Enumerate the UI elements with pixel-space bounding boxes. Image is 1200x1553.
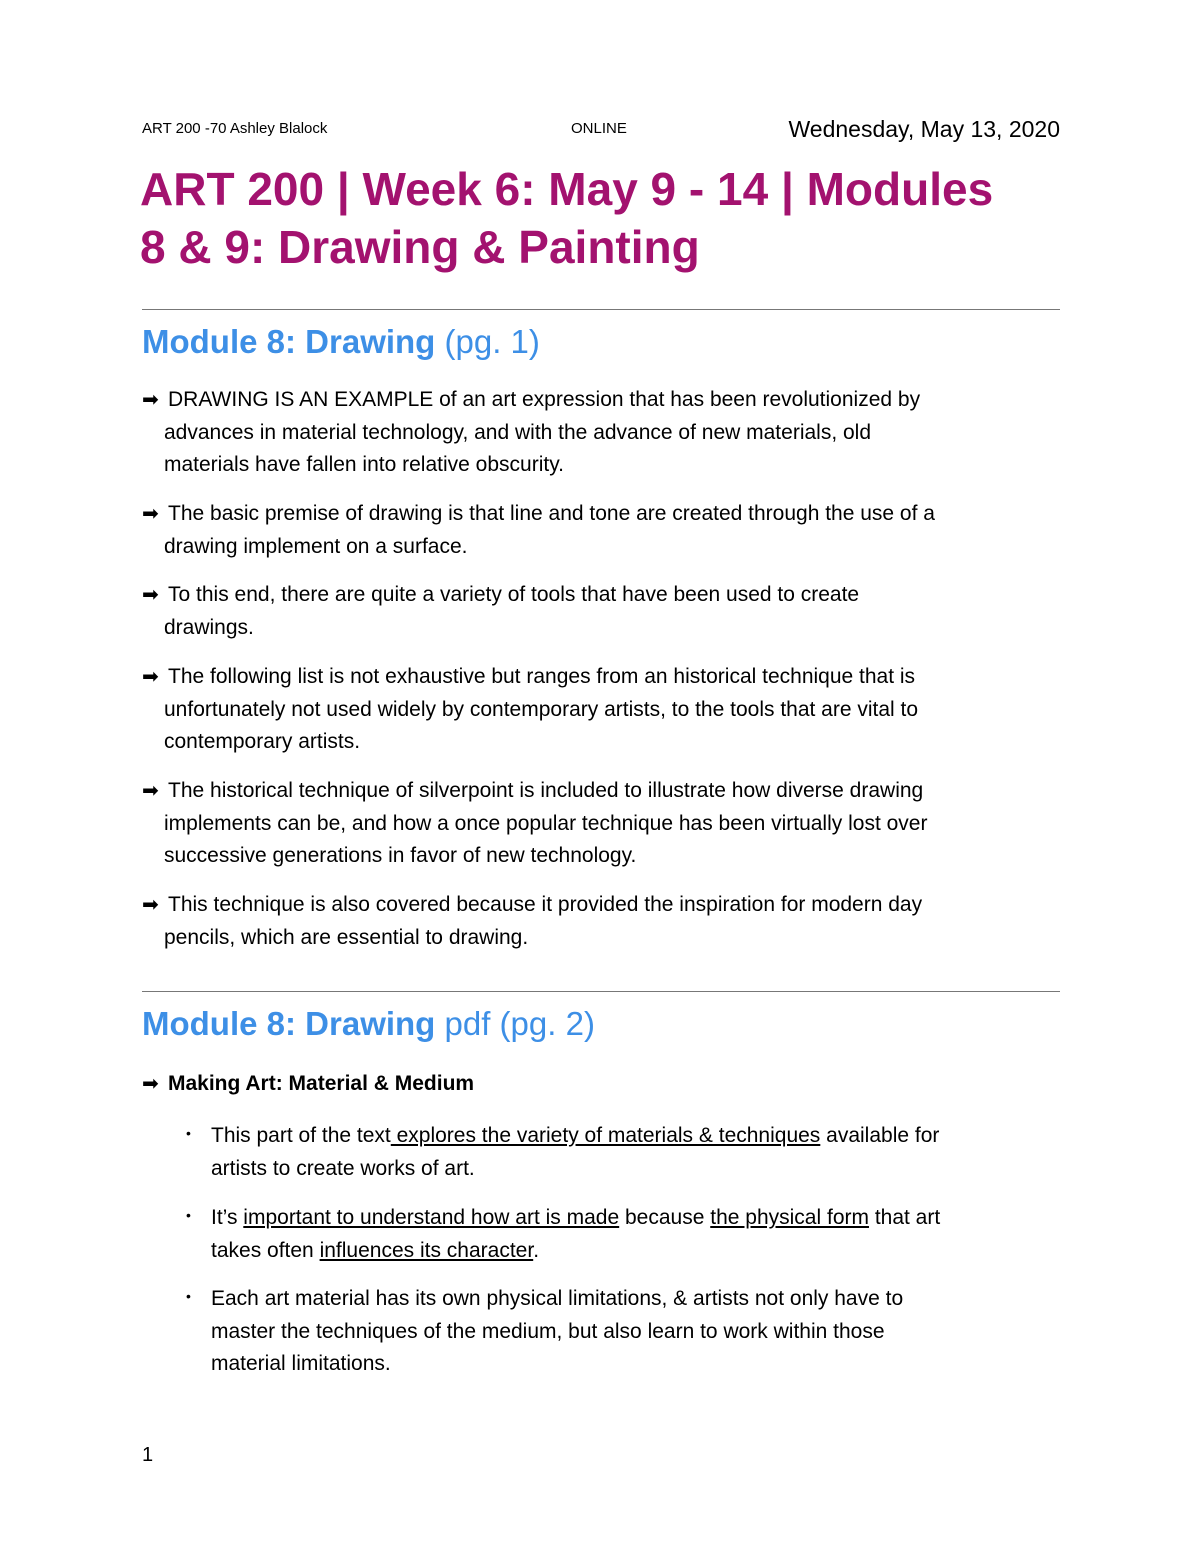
header-date: Wednesday, May 13, 2020: [788, 116, 1060, 142]
right-arrow-icon: ➡: [142, 584, 159, 606]
list-item-line: implements can be, and how a once popular technique has been virtually lost over: [164, 811, 928, 835]
list-item-line: The historical technique of silverpoint is included to illustrate how diverse drawing: [168, 779, 924, 802]
list-item-line: contemporary artists.: [164, 730, 361, 753]
arrow-list-item: [142, 579, 1052, 644]
section-heading-page-ref: (pg. 1): [435, 323, 540, 360]
list-item-line: The following list is not exhaustive but ranges from an historical technique that is: [168, 665, 916, 688]
section-heading-bold: Module 8: Drawing: [142, 1005, 436, 1042]
header-mode: ONLINE: [571, 120, 627, 137]
bullet-dot-icon: •: [186, 1288, 191, 1304]
bullet-text: artists to create works of art.: [211, 1156, 475, 1180]
divider: [142, 991, 1060, 992]
list-item-line: To this end, there are quite a variety of tools that have been used to create: [168, 583, 860, 606]
page-title: [140, 160, 1070, 276]
list-item-line: drawings.: [164, 615, 254, 639]
bullet-underlined-text: explores the variety of materials & techniques: [390, 1124, 821, 1147]
bullet-text: that art: [868, 1206, 941, 1229]
bullet-text: because: [619, 1206, 711, 1229]
subheading-making-art: Making Art: Material & Medium: [168, 1072, 475, 1095]
list-item-line: materials have fallen into relative obscurity.: [164, 453, 564, 476]
bullet-underlined-text: influences its character: [319, 1238, 534, 1262]
section-heading-module-8: [142, 322, 540, 362]
header-course-author: ART 200 -70 Ashley Blalock: [142, 120, 328, 137]
section-heading-page-ref: pdf (pg. 2): [435, 1005, 595, 1042]
right-arrow-icon: ➡: [142, 1073, 159, 1095]
bullet-underlined-text: the physical form: [710, 1206, 869, 1229]
right-arrow-icon: ➡: [142, 666, 159, 688]
page-number: 1: [142, 1444, 154, 1466]
arrow-list-item: [142, 889, 1052, 954]
bullet-text: takes often: [211, 1238, 320, 1262]
right-arrow-icon: ➡: [142, 780, 159, 802]
bullet-text: .: [533, 1238, 540, 1262]
section-heading-module-8-pdf: [142, 1004, 595, 1044]
bullet-dot-icon: •: [186, 1207, 191, 1223]
section-heading-bold: Module 8: Drawing: [142, 323, 436, 360]
page-title-line-2: 8 & 9: Drawing & Painting: [140, 221, 700, 273]
list-item-line: successive generations in favor of new technology.: [164, 844, 637, 867]
list-item-line: advances in material technology, and with the advance of new materials, old: [164, 420, 872, 444]
bullet-dot-icon: •: [186, 1125, 191, 1141]
bullet-text: master the techniques of the medium, but also learn to work within those: [211, 1319, 885, 1343]
right-arrow-icon: ➡: [142, 894, 159, 916]
bullet-text: This part of the text: [211, 1124, 391, 1147]
bullet-list-item: [186, 1280, 1056, 1381]
arrow-list-item: [142, 1068, 1052, 1101]
arrow-list-item: [142, 498, 1052, 563]
divider: [142, 309, 1060, 310]
right-arrow-icon: ➡: [142, 503, 159, 525]
arrow-list-item: [142, 661, 1052, 759]
bullet-list-item: [186, 1117, 1056, 1185]
arrow-list-item: [142, 384, 1052, 482]
arrow-list-item: [142, 775, 1052, 873]
list-item-line: pencils, which are essential to drawing.: [164, 925, 529, 949]
page-title-line-1: ART 200 | Week 6: May 9 - 14 | Modules: [140, 163, 994, 215]
page-header: [142, 116, 1060, 146]
right-arrow-icon: ➡: [142, 389, 159, 411]
list-item-line: DRAWING IS AN EXAMPLE of an art expression that has been revolutionized by: [168, 388, 921, 411]
list-item-line: drawing implement on a surface.: [164, 534, 468, 558]
bullet-text: available for: [820, 1124, 940, 1147]
list-item-line: This technique is also covered because it provided the inspiration for modern day: [168, 893, 923, 916]
bullet-underlined-text: important to understand how art is made: [243, 1206, 620, 1229]
bullet-text: Each art material has its own physical limitations, & artists not only have to: [211, 1287, 904, 1310]
bullet-text: material limitations.: [211, 1352, 391, 1375]
bullet-list-item: [186, 1199, 1056, 1267]
bullet-text: It’s: [211, 1206, 244, 1229]
list-item-line: The basic premise of drawing is that line and tone are created through the use of a: [168, 502, 935, 525]
list-item-line: unfortunately not used widely by contemporary artists, to the tools that are vital to: [164, 697, 919, 721]
